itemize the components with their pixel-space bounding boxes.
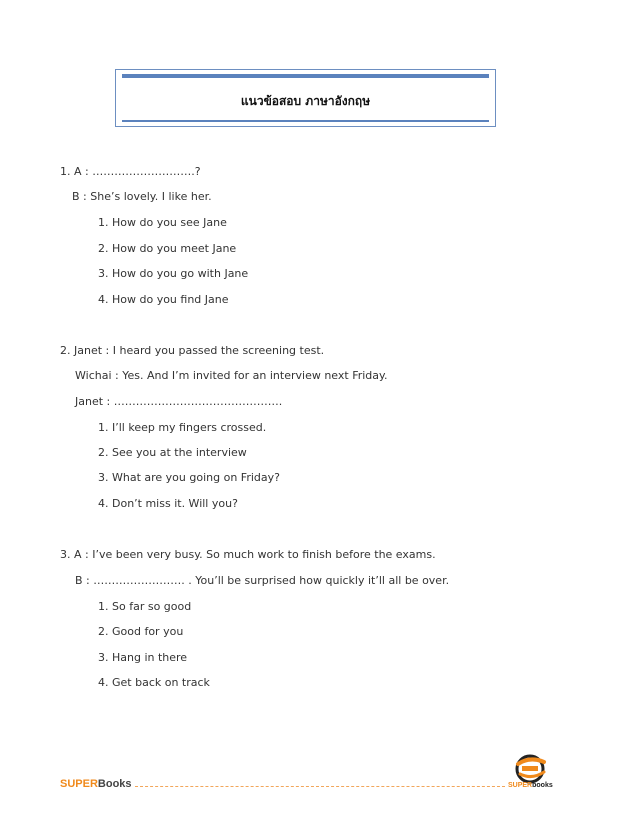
question-2-option-2: 2. See you at the interview bbox=[98, 446, 247, 459]
footer-brand-super: SUPER bbox=[60, 778, 98, 790]
page-title: แนวข้อสอบ ภาษาอังกฤษ bbox=[240, 94, 371, 108]
question-3-prompt: 3. A : I’ve been very busy. So much work to finish before the exams. bbox=[60, 548, 436, 561]
question-1-prompt: 1. A : ……………………….? bbox=[60, 165, 201, 178]
title-box bbox=[115, 69, 496, 127]
question-2-option-4: 4. Don’t miss it. Will you? bbox=[98, 497, 238, 510]
footer-brand bbox=[60, 778, 132, 790]
question-3-option-3: 3. Hang in there bbox=[98, 651, 188, 664]
question-3-option-4: 4. Get back on track bbox=[98, 676, 210, 689]
logo-wordmark bbox=[508, 782, 553, 789]
question-2-line-3: Janet : ………………………………………. bbox=[75, 395, 283, 408]
footer-brand-books: Books bbox=[97, 778, 132, 790]
question-3-option-2: 2. Good for you bbox=[98, 625, 184, 638]
logo-books-text: books bbox=[532, 782, 553, 789]
question-3-line-2: B : ……………………. . You’ll be surprised how quickly it’ll all be over. bbox=[75, 574, 450, 587]
question-3-option-1: 1. So far so good bbox=[98, 600, 192, 613]
question-1-option-4: 4. How do you find Jane bbox=[98, 293, 229, 306]
question-1-option-1: 1. How do you see Jane bbox=[98, 216, 227, 229]
question-2-option-3: 3. What are you going on Friday? bbox=[98, 471, 280, 484]
title-bottom-rule bbox=[122, 120, 489, 122]
footer-divider bbox=[135, 786, 505, 787]
logo-super-text: SUPER bbox=[508, 782, 533, 789]
question-2-prompt: 2. Janet : I heard you passed the screening test. bbox=[60, 344, 325, 357]
question-1-option-2: 2. How do you meet Jane bbox=[98, 242, 237, 255]
question-2-option-1: 1. I’ll keep my fingers crossed. bbox=[98, 421, 267, 434]
superbooks-logo bbox=[508, 752, 558, 792]
question-1-response: B : She’s lovely. I like her. bbox=[72, 190, 212, 203]
question-2-line-2: Wichai : Yes. And I’m invited for an interview next Friday. bbox=[75, 369, 388, 382]
title-top-rule bbox=[122, 74, 489, 78]
book-swirl-icon bbox=[508, 752, 558, 784]
question-1-option-3: 3. How do you go with Jane bbox=[98, 267, 249, 280]
